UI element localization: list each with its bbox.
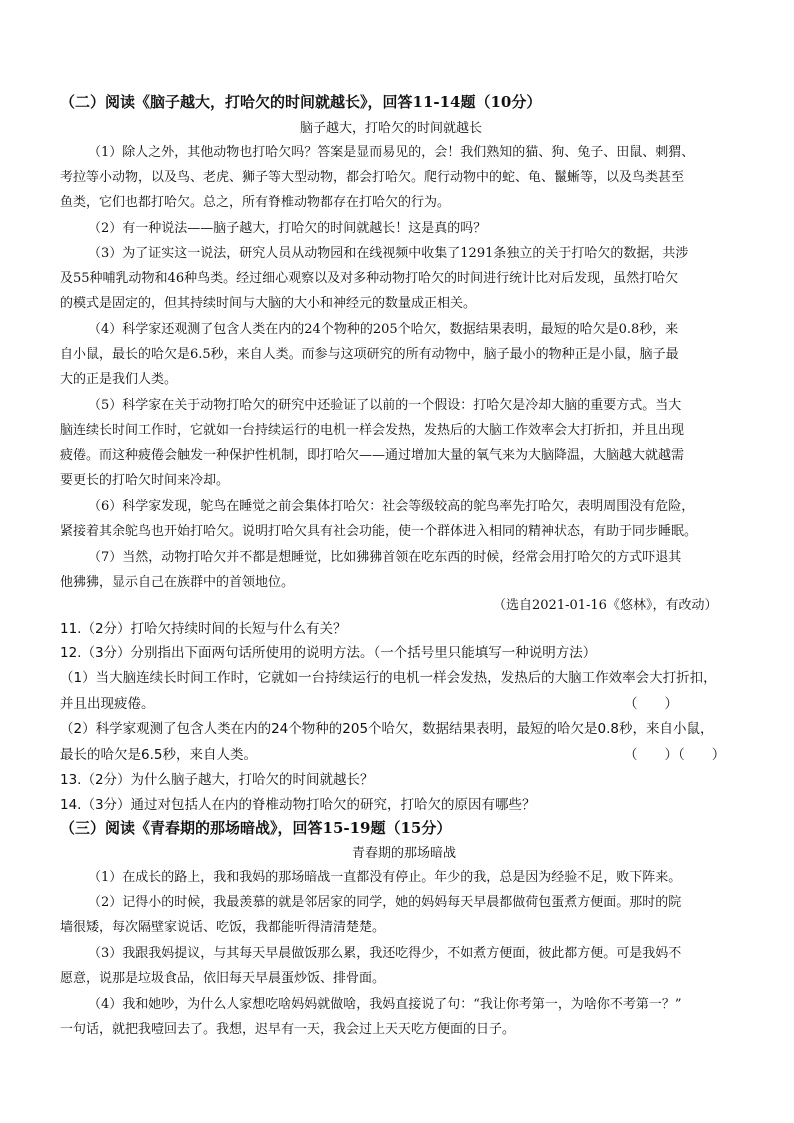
paragraph-line: （3）我跟我妈提议，与其每天早晨做饭那么累，我还吃得少，不如煮方便面，彼此都方便。可是我妈不 [88,946,682,961]
section-heading: （二）阅读《脑子越大，打哈欠的时间就越长》，回答11-14题（10分） [60,93,542,111]
paragraph-line: （1）除人之外，其他动物也打哈欠吗？答案是显而易见的，会！我们熟知的猫、狗、兔子、田鼠、刺猬、 [88,145,695,160]
answer-blank[interactable]: （ ）（ ） [624,747,726,763]
paragraph-line: 鱼类，它们也都打哈欠。总之，所有脊椎动物都存在打哈欠的行为。 [60,195,451,210]
article-title: 脑子越大，打哈欠的时间就越长 [300,121,483,136]
question-12-item-2: （2）科学家观测了包含人类在内的24个物种的205个哈欠，数据结果表明，最短的哈欠是0.8秒，来自小鼠， [60,721,714,737]
paragraph-line: （2）记得小的时候，我最羡慕的就是邻居家的同学，她的妈妈每天早晨都做荷包蛋煮方便面。那时的院 [88,895,682,910]
paragraph-line: 紧接着其余鸵鸟也开始打哈欠。说明打哈欠具有社会功能，使一个群体进入相同的精神状态，有助于同步睡眠。 [60,524,698,539]
paragraph-line: 他狒狒，显示自己在族群中的首领地位。 [60,575,295,590]
paragraph-line: （2）有一种说法——脑子越大，打哈欠的时间就越长！这是真的吗？ [88,221,487,236]
source-note: （选自2021-01-16《悠林》，有改动） [493,598,718,613]
article-title: 青春期的那场暗战 [352,846,457,861]
question-12: 12.（3分）分别指出下面两句话所使用的说明方法。（一个括号里只能填写一种说明方法） [60,645,597,661]
paragraph-line: 的模式是固定的，但其持续时间与大脑的大小和神经元的数量成正相关。 [60,296,477,311]
paragraph-line: 疲倦。而这种疲倦会触发一种保护性机制，即打哈欠——通过增加大量的氧气来为大脑降温，大脑越大就越需 [60,448,685,463]
question-12-item-1: （1）当大脑连续长时间工作时，它就如一台持续运行的电机一样会发热，发热后的大脑工作效率会大打折扣， [60,670,717,686]
paragraph-line: （7）当然，动物打哈欠并不都是想睡觉，比如狒狒首领在吃东西的时候，经常会用打哈欠的方式吓退其 [88,550,682,565]
question-13: 13.（2分）为什么脑子越大，打哈欠的时间就越长？ [60,772,374,788]
paragraph-line: （5）科学家在关于动物打哈欠的研究中还验证了以前的一个假设：打哈欠是冷却大脑的重要方式。当大 [88,398,682,413]
paragraph-line: 要更长的打哈欠时间来冷却。 [60,473,230,488]
question-11: 11.（2分）打哈欠持续时间的长短与什么有关？ [60,621,347,637]
paragraph-line: 自小鼠，最长的哈欠是6.5秒，来自人类。而参与这项研究的所有动物中，脑子最小的物种正是小鼠，脑子最 [60,347,679,362]
paragraph-line: 墙很矮，每次隔壁家说话、吃饭，我都能听得清清楚楚。 [60,920,386,935]
question-14: 14.（3分）通过对包括人在内的脊椎动物打哈欠的研究，打哈欠的原因有哪些？ [60,797,536,813]
paragraph-line: 愿意，说那是垃圾食品，依旧每天早晨蛋炒饭、排骨面。 [60,971,386,986]
paragraph-line: （3）为了证实这一说法，研究人员从动物园和在线视频中收集了1291条独立的关于打哈欠的数据，共涉 [88,246,689,261]
paragraph-line: 及55种哺乳动物和46种鸟类。经过细心观察以及对多种动物打哈欠的时间进行统计比对后发现，虽然打哈欠 [60,271,679,286]
paragraph-line: 大的正是我们人类。 [60,372,178,387]
question-12-item-2-cont: 最长的哈欠是6.5秒，来自人类。 [60,747,257,763]
paragraph-line: 考拉等小动物，以及鸟、老虎、狮子等大型动物，都会打哈欠。爬行动物中的蛇、龟、鬣蜥等，以及鸟类甚至 [60,170,685,185]
paragraph-line: （1）在成长的路上，我和我妈的那场暗战一直都没有停止。年少的我，总是因为经验不足，败下阵来。 [88,870,682,885]
paragraph-line: 一句话，就把我噎回去了。我想，迟早有一天，我会过上天天吃方便面的日子。 [60,1022,516,1037]
paragraph-line: （6）科学家发现，鸵鸟在睡觉之前会集体打哈欠：社会等级较高的鸵鸟率先打哈欠，表明周围没有危险， [88,499,695,514]
section-heading: （三）阅读《青春期的那场暗战》，回答15-19题（15分） [60,819,452,837]
paragraph-line: 脑连续长时间工作时，它就如一台持续运行的电机一样会发热，发热后的大脑工作效率会大打折扣，并且出现 [60,423,685,438]
paragraph-line: （4）我和她吵，为什么人家想吃啥妈妈就做啥，我妈直接说了句：“我让你考第一，为啥你不考第一？” [88,997,682,1012]
answer-blank[interactable]: （ ） [624,696,678,712]
question-12-item-1-cont: 并且出现疲倦。 [60,696,155,712]
paragraph-line: （4）科学家还观测了包含人类在内的24个物种的205个哈欠，数据结果表明，最短的哈欠是0.8秒，来 [88,322,679,337]
